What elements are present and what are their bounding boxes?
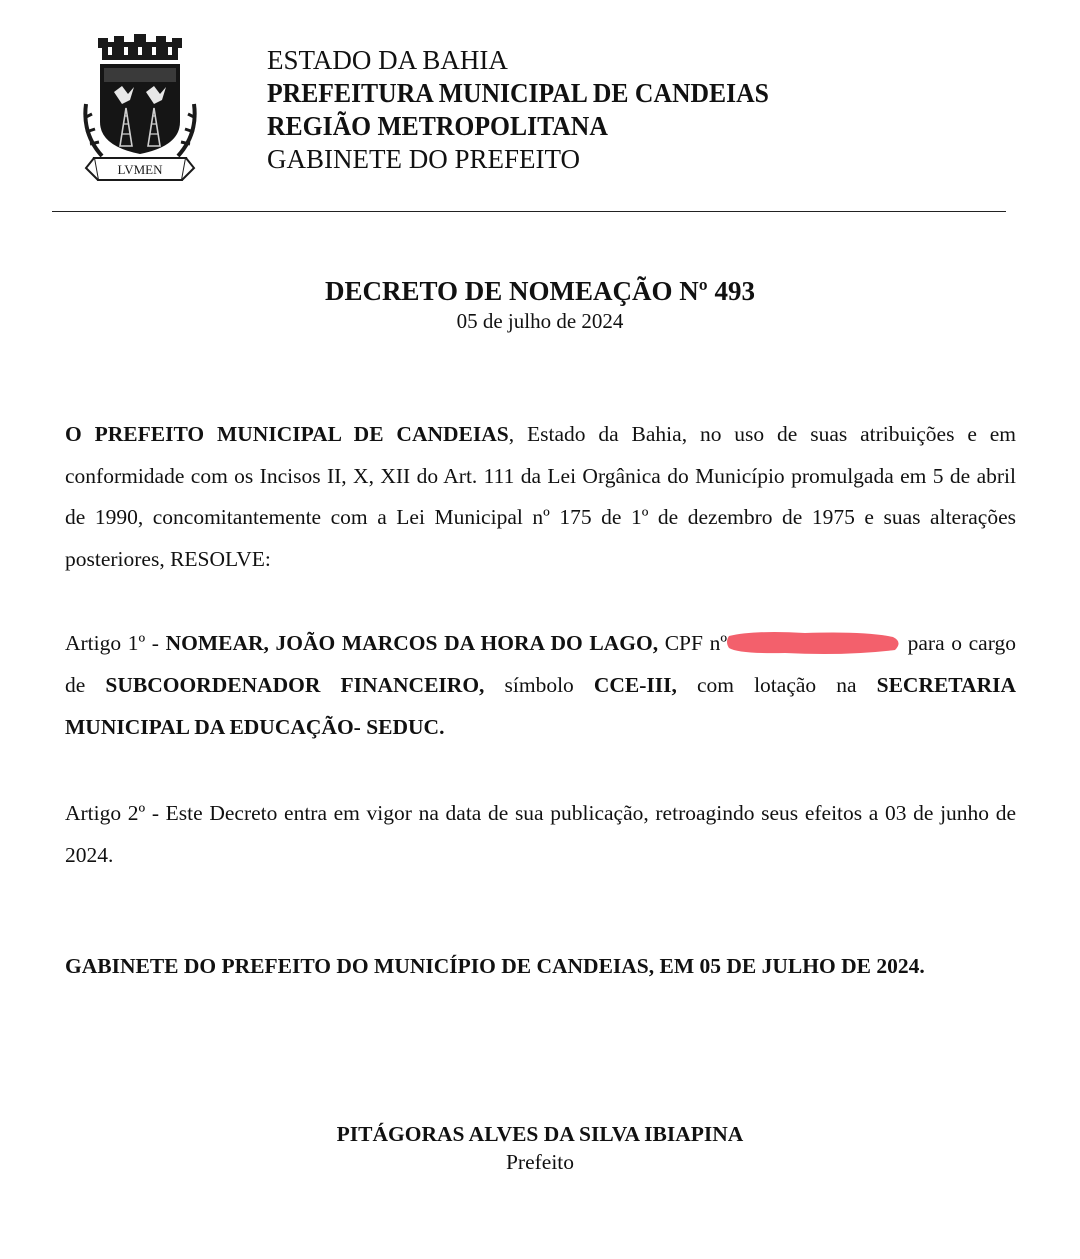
article-1-paragraph — [65, 622, 1016, 748]
header-divider — [52, 211, 1006, 212]
department-name: SECRETARIA MUNICIPAL DA EDUCAÇÃO- SEDUC. — [65, 673, 1016, 739]
article-1-label: Artigo 1º - — [65, 631, 166, 655]
decree-heading — [0, 274, 1080, 335]
signatory-role: Prefeito — [505, 1150, 575, 1174]
appointee-name: NOMEAR, JOÃO MARCOS DA HORA DO LAGO, — [165, 631, 659, 655]
letterhead — [267, 44, 795, 176]
symbol-prefix: símbolo — [484, 673, 594, 697]
region-name: REGIÃO METROPOLITANA — [267, 111, 608, 141]
coat-of-arms-icon — [78, 34, 202, 184]
cpf-label: CPF nº — [658, 631, 728, 655]
post-prefix: para o cargo de — [65, 631, 1016, 697]
decree-date: 05 de julho de 2024 — [456, 309, 624, 333]
prefecture-name: PREFEITURA MUNICIPAL DE CANDEIAS — [267, 78, 769, 108]
state-name: ESTADO DA BAHIA — [267, 45, 508, 75]
signatory-name: PITÁGORAS ALVES DA SILVA IBIAPINA — [336, 1122, 744, 1146]
preamble-paragraph — [65, 414, 1016, 580]
cpf-redaction-mark — [725, 628, 901, 658]
closing-statement: GABINETE DO PREFEITO DO MUNICÍPIO DE CANDEIAS, EM 05 DE JULHO DE 2024. — [65, 954, 925, 978]
office-name: GABINETE DO PREFEITO — [267, 144, 580, 174]
lotacao-prefix: com lotação na — [676, 673, 877, 697]
preamble-text: , Estado da Bahia, no uso de suas atribuições e em conformidade com os Incisos II, X, XII do Art. 111 da Lei Orgânica do Município promulgada em 5 de abril de 1990, concomitantemente com a Lei Municipal nº 175 de 1º de dezembro de 1975 e suas alterações posteriores, RESOLVE: — [65, 422, 1017, 571]
crest-motto: LVMEN — [117, 162, 163, 177]
decree-title: DECRETO DE NOMEAÇÃO Nº 493 — [325, 276, 755, 306]
preamble-authority: O PREFEITO MUNICIPAL DE CANDEIAS — [65, 422, 509, 446]
signature-block — [0, 1120, 1080, 1176]
article-2-paragraph: Artigo 2º - Este Decreto entra em vigor na data de sua publicação, retroagindo seus efeitos a 03 de junho de 2024. — [65, 801, 1016, 867]
position-symbol: CCE-III, — [593, 673, 677, 697]
position-title: SUBCOORDENADOR FINANCEIRO, — [105, 673, 485, 697]
